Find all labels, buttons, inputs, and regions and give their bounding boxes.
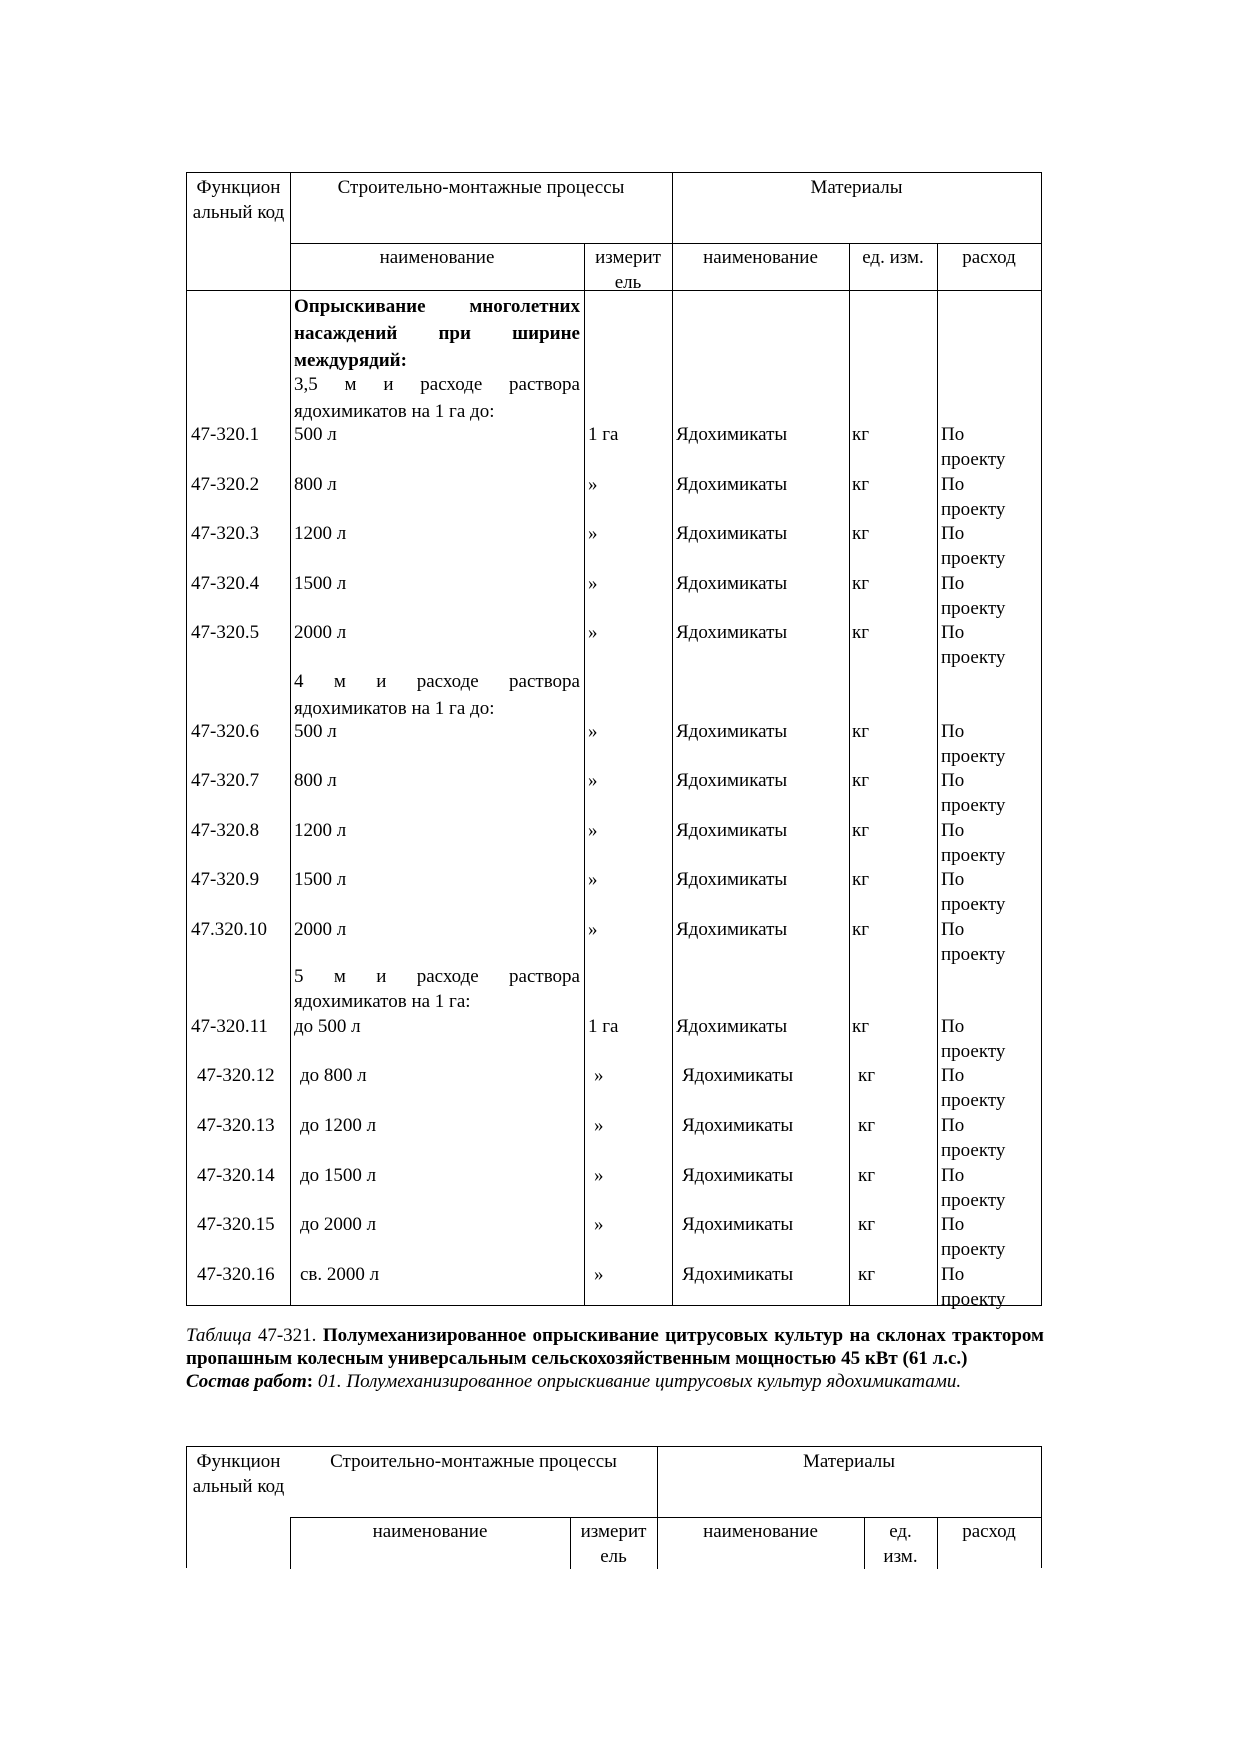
row-name: 2000 л xyxy=(294,622,347,643)
row-name: 800 л xyxy=(294,474,337,495)
row-name: св. 2000 л xyxy=(300,1264,380,1285)
row-material: Ядохимикаты xyxy=(676,869,788,890)
row-material: Ядохимикаты xyxy=(676,721,788,742)
table-row xyxy=(187,1163,1043,1211)
header-unit: ед. изм. xyxy=(883,1521,918,1567)
row-material: Ядохимикаты xyxy=(676,770,788,791)
row-material: Ядохимикаты xyxy=(676,919,788,940)
row-material: Ядохимикаты xyxy=(676,424,788,445)
row-code: 47-320.12 xyxy=(197,1065,275,1086)
row-unit: кг xyxy=(852,424,870,445)
row-material: Ядохимикаты xyxy=(682,1214,794,1235)
row-unit: кг xyxy=(858,1264,876,1285)
row-consumption: По проекту xyxy=(941,1165,1006,1211)
row-name: 500 л xyxy=(294,424,337,445)
row-consumption: По проекту xyxy=(941,1065,1006,1111)
header-meter: измерит ель xyxy=(595,247,661,293)
caption-label: Таблица xyxy=(186,1325,252,1346)
work-text: 01. Полумеханизированное опрыскивание цитрусовых культур ядохимикатами. xyxy=(317,1371,962,1392)
table-row xyxy=(187,422,1043,470)
row-name: 500 л xyxy=(294,721,337,742)
header-consumption: расход xyxy=(962,1521,1016,1542)
row-meter: » xyxy=(594,1214,604,1235)
row-consumption: По проекту xyxy=(941,919,1006,965)
row-code: 47-320.16 xyxy=(197,1264,275,1285)
row-code: 47-320.13 xyxy=(197,1115,275,1136)
row-unit: кг xyxy=(858,1115,876,1136)
row-code: 47-320.9 xyxy=(191,869,260,890)
row-meter: » xyxy=(588,919,598,940)
row-material: Ядохимикаты xyxy=(676,474,788,495)
row-unit: кг xyxy=(852,622,870,643)
row-unit: кг xyxy=(852,523,870,544)
header-consumption: расход xyxy=(962,247,1016,268)
row-material: Ядохимикаты xyxy=(676,1016,788,1037)
header-meter: измерит ель xyxy=(580,1521,647,1567)
row-meter: 1 га xyxy=(588,1016,619,1037)
table-row xyxy=(187,917,1043,965)
row-meter: 1 га xyxy=(588,424,619,445)
table-row xyxy=(187,1262,1043,1310)
row-name: до 2000 л xyxy=(300,1214,377,1235)
header-materials: Материалы xyxy=(810,177,903,198)
row-consumption: По проекту xyxy=(941,1016,1006,1062)
row-meter: » xyxy=(588,523,598,544)
row-unit: кг xyxy=(858,1065,876,1086)
row-name: 1500 л xyxy=(294,573,347,594)
row-material: Ядохимикаты xyxy=(682,1165,794,1186)
row-unit: кг xyxy=(852,869,870,890)
row-consumption: По проекту xyxy=(941,1214,1006,1260)
row-code: 47-320.11 xyxy=(191,1016,268,1037)
header-unit: ед. изм. xyxy=(862,247,924,268)
header-code: Функцион альный код xyxy=(192,1451,285,1497)
table-caption: Таблица 47-321. Полумеханизированное опрыскивание цитрусовых культур на склонах трактором пропашным колесным универсальным сельскохозяйственным мощностью 45 кВт (61 л.с.) Состав работ: 01. Полумеханизированное опрыскивание цитрусовых культур ядохимикатами. xyxy=(186,1325,1044,1392)
row-unit: кг xyxy=(852,1016,870,1037)
caption-number: 47-321. xyxy=(257,1325,317,1346)
row-name: 1200 л xyxy=(294,523,347,544)
row-meter: » xyxy=(588,770,598,791)
row-unit: кг xyxy=(852,721,870,742)
row-meter: » xyxy=(588,820,598,841)
row-meter: » xyxy=(588,622,598,643)
row-unit: кг xyxy=(852,474,870,495)
header-name: наименование xyxy=(372,1521,488,1542)
group-heading: 5 м и расходе раствора ядохимикатов на 1 га: xyxy=(294,966,580,1012)
row-code: 47-320.8 xyxy=(191,820,260,841)
row-code: 47-320.6 xyxy=(191,721,260,742)
work-label: Состав работ xyxy=(186,1371,307,1392)
row-meter: » xyxy=(594,1264,604,1285)
row-name: до 1500 л xyxy=(300,1165,377,1186)
row-name: 800 л xyxy=(294,770,337,791)
row-material: Ядохимикаты xyxy=(682,1065,794,1086)
row-material: Ядохимикаты xyxy=(676,820,788,841)
table-row xyxy=(187,1063,1043,1111)
group-heading: 3,5 м и расходе раствора ядохимикатов на 1 га до: xyxy=(294,374,580,422)
row-unit: кг xyxy=(858,1214,876,1235)
table-row xyxy=(187,571,1043,619)
header-code: Функцион альный код xyxy=(192,177,285,223)
table-row xyxy=(187,521,1043,569)
row-code: 47-320.1 xyxy=(191,424,260,445)
row-code: 47-320.15 xyxy=(197,1214,275,1235)
row-consumption: По проекту xyxy=(941,622,1006,668)
row-consumption: По проекту xyxy=(941,1264,1006,1310)
table-row xyxy=(187,1014,1043,1062)
row-material: Ядохимикаты xyxy=(676,573,788,594)
row-material: Ядохимикаты xyxy=(682,1264,794,1285)
group-heading: 4 м и расходе раствора ядохимикатов на 1 га до: xyxy=(294,671,580,719)
row-consumption: По проекту xyxy=(941,770,1006,816)
row-material: Ядохимикаты xyxy=(676,622,788,643)
row-unit: кг xyxy=(852,573,870,594)
row-meter: » xyxy=(594,1165,604,1186)
row-unit: кг xyxy=(858,1165,876,1186)
table-row xyxy=(187,472,1043,520)
row-meter: » xyxy=(594,1115,604,1136)
section-title: Опрыскивание многолетних насаждений при ширине междурядий: xyxy=(294,296,580,371)
row-meter: » xyxy=(588,474,598,495)
table-row xyxy=(187,620,1043,668)
row-code: 47.320.10 xyxy=(191,919,267,940)
row-code: 47-320.4 xyxy=(191,573,260,594)
row-material: Ядохимикаты xyxy=(676,523,788,544)
row-meter: » xyxy=(588,573,598,594)
row-unit: кг xyxy=(852,919,870,940)
norms-table xyxy=(186,172,1042,1310)
row-consumption: По проекту xyxy=(941,523,1006,569)
row-consumption: По проекту xyxy=(941,474,1006,520)
row-name: до 800 л xyxy=(300,1065,367,1086)
row-unit: кг xyxy=(852,820,870,841)
table-row xyxy=(187,1113,1043,1161)
row-consumption: По проекту xyxy=(941,573,1006,619)
row-code: 47-320.2 xyxy=(191,474,260,495)
row-consumption: По проекту xyxy=(941,424,1006,470)
header-materials: Материалы xyxy=(802,1451,896,1472)
header-processes: Строительно-монтажные процессы xyxy=(337,177,625,198)
row-code: 47-320.14 xyxy=(197,1165,275,1186)
table-row xyxy=(187,719,1043,767)
table-row xyxy=(187,867,1043,915)
row-consumption: По проекту xyxy=(941,869,1006,915)
row-meter: » xyxy=(588,721,598,742)
row-code: 47-320.5 xyxy=(191,622,260,643)
caption-title: Полумеханизированное опрыскивание цитрусовых культур на склонах трактором пропашным колесным универсальным сельскохозяйственным мощностью 45 кВт (61 л.с.) xyxy=(186,1325,1044,1369)
row-consumption: По проекту xyxy=(941,1115,1006,1161)
header-processes: Строительно-монтажные процессы xyxy=(330,1451,617,1472)
table-row xyxy=(187,1212,1043,1260)
row-unit: кг xyxy=(852,770,870,791)
row-name: до 500 л xyxy=(294,1016,361,1037)
header-name: наименование xyxy=(379,247,495,268)
row-name: 1500 л xyxy=(294,869,347,890)
row-material: Ядохимикаты xyxy=(682,1115,794,1136)
header-material-name: наименование xyxy=(703,1521,818,1542)
row-name: 1200 л xyxy=(294,820,347,841)
table-row xyxy=(187,818,1043,866)
row-consumption: По проекту xyxy=(941,820,1006,866)
row-code: 47-320.7 xyxy=(191,770,260,791)
row-meter: » xyxy=(588,869,598,890)
row-meter: » xyxy=(594,1065,604,1086)
row-consumption: По проекту xyxy=(941,721,1006,767)
row-name: до 1200 л xyxy=(300,1115,377,1136)
norms-table-2 xyxy=(186,1446,1042,1568)
table-row xyxy=(187,768,1043,816)
row-name: 2000 л xyxy=(294,919,347,940)
header-material-name: наименование xyxy=(703,247,818,268)
row-code: 47-320.3 xyxy=(191,523,260,544)
